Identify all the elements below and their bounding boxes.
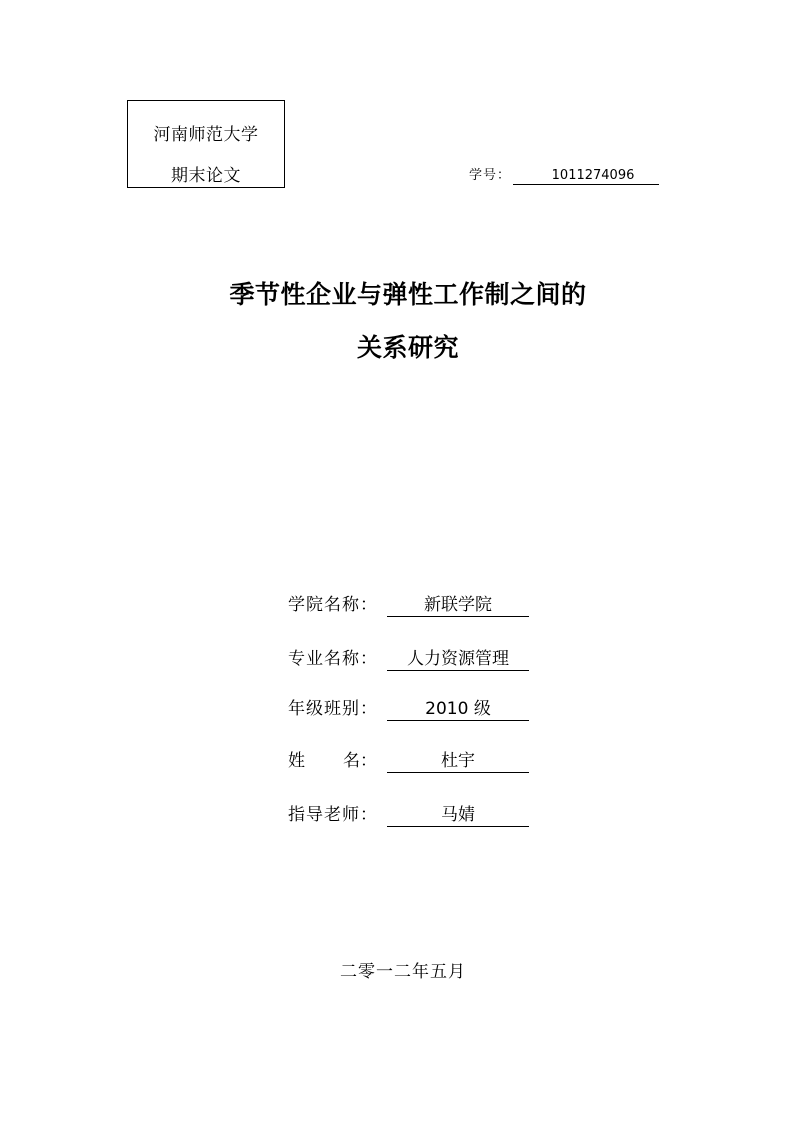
field-name <box>288 746 529 773</box>
class-label: 年级班别： <box>288 699 378 719</box>
name-label-second: 名： <box>343 751 377 771</box>
class-value: 2010 级 <box>387 694 529 721</box>
university-name: 河南师范大学 <box>153 125 259 145</box>
college-value: 新联学院 <box>387 590 529 617</box>
date: 二零一二年五月 <box>340 962 466 982</box>
student-number-label: 学号： <box>469 168 512 183</box>
major-value: 人力资源管理 <box>387 644 529 671</box>
title-line-2: 关系研究 <box>356 333 459 362</box>
field-class <box>288 694 529 721</box>
name-label-first: 姓 <box>288 751 305 771</box>
field-major <box>288 644 529 671</box>
title-line-1: 季节性企业与弹性工作制之间的 <box>229 280 587 309</box>
advisor-label: 指导老师： <box>288 805 378 825</box>
field-college <box>288 590 529 617</box>
name-value: 杜宇 <box>387 746 529 773</box>
major-label: 专业名称： <box>288 649 378 669</box>
university-box <box>127 100 285 188</box>
paper-type: 期末论文 <box>171 166 241 186</box>
name-label <box>288 746 386 771</box>
student-number-value: 1011274096 <box>513 168 659 185</box>
college-label: 学院名称： <box>288 595 378 615</box>
student-number <box>469 164 659 185</box>
field-advisor <box>288 800 529 827</box>
advisor-value: 马婧 <box>387 800 529 827</box>
